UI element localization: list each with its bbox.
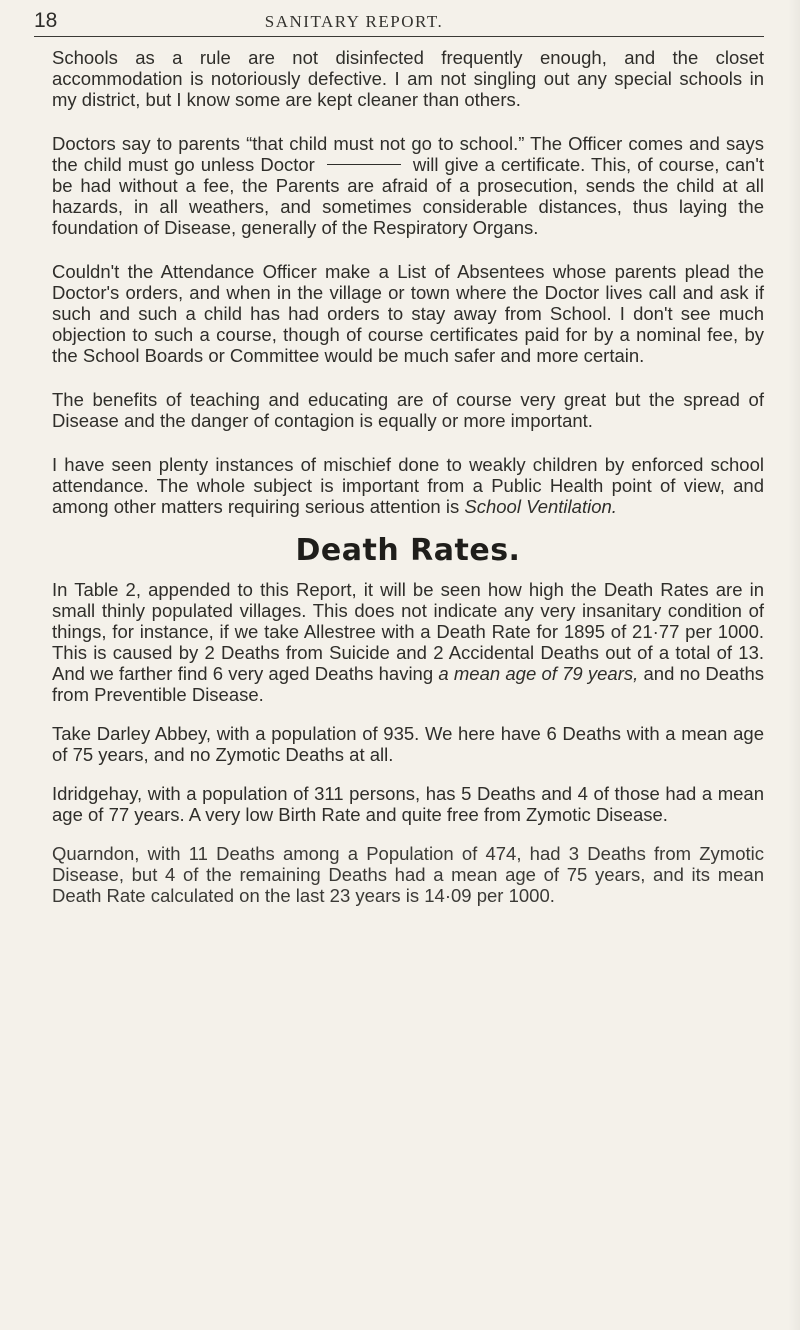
paragraph-benefits: The benefits of teaching and educating are of course very great but the spread of Disease and the danger of contagion is equally or more important. — [52, 389, 764, 431]
death-rates-section — [52, 579, 764, 906]
paragraph-doctors — [52, 133, 764, 238]
paragraph-attendance-officer: Couldn't the Attendance Officer make a List of Absentees whose parents plead the Doctor's orders, and when in the village or town where the Doctor lives call and ask if such and such a child has had orders to stay away from School. I don't see much objection to such a course, though of course certificates paid for by a nominal fee, by the School Boards or Committee would be much safer and more certain. — [52, 261, 764, 366]
section-title-death-rates: Death Rates. — [295, 533, 521, 568]
page-edge-shadow — [788, 0, 800, 1330]
mean-age-emphasis: a mean age of 79 years, — [438, 663, 639, 684]
paragraph-quarndon: Quarndon, with 11 Deaths among a Population of 474, had 3 Deaths from Zymotic Disease, but 4 of the remaining Deaths had a mean age of 75 years, and its mean Death Rate calculated on the last 23 years is 14·09 per 1000. — [52, 843, 764, 906]
page-header — [34, 6, 764, 37]
paragraph-table-2-text: In Table 2, appended to this Report, it will be seen how high the Death Rates are in small thinly populated villages. This does not indicate any very insanitary condition of things, for instance, if we take Allestree with a Death Rate for 1895 of 21·77 per 1000. This is caused by 2 Deaths from Suicide and 2 Accidental Deaths out of a total of 13. And we farther find 6 very aged Deaths having — [52, 579, 764, 684]
running-head: SANITARY REPORT. — [264, 12, 444, 31]
report-body — [52, 47, 764, 924]
paragraph-mischief-text: I have seen plenty instances of mischief done to weakly children by enforced school attendance. The whole subject is important from a Public Health point of view, and among other matters requiring serious attention is — [52, 454, 764, 517]
paragraph-mischief — [52, 454, 764, 517]
page-number: 18 — [34, 9, 58, 32]
school-ventilation-emphasis: School Ventilation. — [464, 496, 617, 517]
paragraph-table-2 — [52, 579, 764, 705]
blank-dash — [327, 164, 401, 165]
paragraph-doctors-part2: will give a certificate. This, of course, can't be had without a fee, the Parents are afraid of a prosecution, sends the child at all hazards, in all weathers, and sometimes considerable distances, thus laying the foundation of Disease, generally of the Respiratory Organs. — [52, 154, 764, 238]
paragraph-schools: Schools as a rule are not disinfected frequently enough, and the closet accommodation is notoriously defective. I am not singling out any special schools in my district, but I know some are kept cleaner than others. — [52, 47, 764, 110]
paragraph-table-2-end: and no Deaths from Preventible Disease. — [52, 663, 764, 705]
paragraph-idridgehay: Idridgehay, with a population of 311 persons, has 5 Deaths and 4 of those had a mean age of 77 years. A very low Birth Rate and quite free from Zymotic Disease. — [52, 783, 764, 825]
paragraph-darley-abbey: Take Darley Abbey, with a population of 935. We here have 6 Deaths with a mean age of 75 years, and no Zymotic Deaths at all. — [52, 723, 764, 765]
paragraph-doctors-part1: Doctors say to parents “that child must not go to school.” The Officer comes and says the child must go unless Doctor — [52, 133, 764, 175]
